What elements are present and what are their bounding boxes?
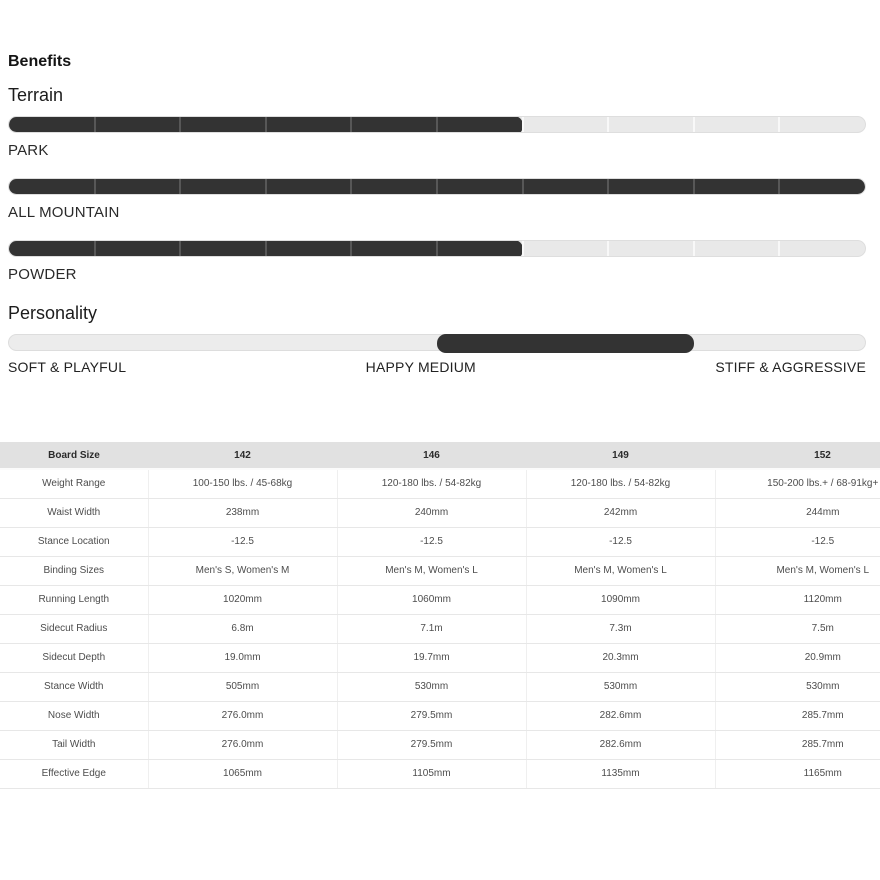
spec-row-label: Waist Width bbox=[0, 498, 148, 527]
spec-row-label: Sidecut Radius bbox=[0, 614, 148, 643]
spec-cell: 1120mm bbox=[715, 585, 880, 614]
personality-range-indicator bbox=[437, 334, 694, 353]
spec-table-row bbox=[0, 614, 880, 643]
park-bar-label: PARK bbox=[8, 142, 49, 159]
column-header-146: 146 bbox=[337, 442, 526, 469]
spec-cell: 1065mm bbox=[148, 759, 337, 788]
spec-cell: 242mm bbox=[526, 498, 715, 527]
column-header-149: 149 bbox=[526, 442, 715, 469]
spec-cell: 1135mm bbox=[526, 759, 715, 788]
spec-row-label: Tail Width bbox=[0, 730, 148, 759]
spec-cell: 7.3m bbox=[526, 614, 715, 643]
spec-cell: 150-200 lbs.+ / 68-91kg+ bbox=[715, 469, 880, 498]
spec-cell: 285.7mm bbox=[715, 730, 880, 759]
spec-cell: 282.6mm bbox=[526, 730, 715, 759]
spec-row-label: Weight Range bbox=[0, 469, 148, 498]
spec-cell: 1105mm bbox=[337, 759, 526, 788]
bar-segment-tick bbox=[607, 117, 609, 132]
bar-segment-tick bbox=[436, 179, 438, 194]
personality-label-stiff: STIFF & AGGRESSIVE bbox=[715, 359, 866, 375]
spec-cell: 276.0mm bbox=[148, 730, 337, 759]
park-rating-bar bbox=[8, 116, 866, 133]
terrain-bars bbox=[8, 116, 866, 284]
bar-segment-tick bbox=[179, 117, 181, 132]
bar-segment-tick bbox=[436, 241, 438, 256]
spec-table-row bbox=[0, 469, 880, 498]
spec-row-label: Nose Width bbox=[0, 701, 148, 730]
spec-table-row bbox=[0, 701, 880, 730]
spec-cell: 238mm bbox=[148, 498, 337, 527]
bar-segment-tick bbox=[778, 179, 780, 194]
spec-cell: 7.5m bbox=[715, 614, 880, 643]
spec-table-row bbox=[0, 556, 880, 585]
spec-table-body bbox=[0, 469, 880, 788]
column-header-board-size: Board Size bbox=[0, 442, 148, 469]
bar-segment-tick bbox=[179, 241, 181, 256]
spec-cell: 120-180 lbs. / 54-82kg bbox=[526, 469, 715, 498]
terrain-bar-all-mountain bbox=[8, 178, 866, 222]
spec-table-header bbox=[0, 442, 880, 469]
bar-segment-tick bbox=[693, 179, 695, 194]
column-header-152: 152 bbox=[715, 442, 880, 469]
terrain-heading: Terrain bbox=[8, 85, 64, 105]
bar-segment-tick bbox=[778, 117, 780, 132]
spec-cell: 1090mm bbox=[526, 585, 715, 614]
spec-cell: 19.7mm bbox=[337, 643, 526, 672]
bar-segment-tick bbox=[778, 241, 780, 256]
personality-labels bbox=[8, 359, 866, 376]
spec-cell: 279.5mm bbox=[337, 730, 526, 759]
all-mountain-rating-bar bbox=[8, 178, 866, 195]
spec-table-wrapper bbox=[0, 442, 880, 789]
spec-table-row bbox=[0, 527, 880, 556]
spec-cell: -12.5 bbox=[148, 527, 337, 556]
spec-row-label: Stance Location bbox=[0, 527, 148, 556]
spec-cell: 240mm bbox=[337, 498, 526, 527]
personality-scale bbox=[8, 334, 866, 376]
spec-cell: 1165mm bbox=[715, 759, 880, 788]
bar-segment-tick bbox=[350, 117, 352, 132]
spec-row-label: Stance Width bbox=[0, 672, 148, 701]
spec-cell: 20.3mm bbox=[526, 643, 715, 672]
bar-segment-tick bbox=[350, 179, 352, 194]
bar-segment-tick bbox=[693, 117, 695, 132]
spec-cell: Men's M, Women's L bbox=[526, 556, 715, 585]
powder-rating-bar bbox=[8, 240, 866, 257]
spec-cell: -12.5 bbox=[526, 527, 715, 556]
spec-cell: 505mm bbox=[148, 672, 337, 701]
all-mountain-bar-label: ALL MOUNTAIN bbox=[8, 204, 120, 221]
bar-segment-tick bbox=[522, 179, 524, 194]
spec-cell: 1020mm bbox=[148, 585, 337, 614]
spec-cell: 1060mm bbox=[337, 585, 526, 614]
spec-row-label: Effective Edge bbox=[0, 759, 148, 788]
terrain-bar-powder bbox=[8, 240, 866, 284]
spec-table-row bbox=[0, 498, 880, 527]
personality-label-soft: SOFT & PLAYFUL bbox=[8, 359, 127, 375]
spec-cell: Men's M, Women's L bbox=[715, 556, 880, 585]
terrain-bar-park bbox=[8, 116, 866, 160]
board-spec-table bbox=[0, 442, 880, 789]
bar-segment-tick bbox=[522, 117, 524, 132]
bar-segment-tick bbox=[522, 241, 524, 256]
spec-cell: 276.0mm bbox=[148, 701, 337, 730]
column-header-142: 142 bbox=[148, 442, 337, 469]
spec-cell: 282.6mm bbox=[526, 701, 715, 730]
bar-segment-tick bbox=[265, 117, 267, 132]
bar-segment-tick bbox=[94, 117, 96, 132]
spec-cell: 530mm bbox=[526, 672, 715, 701]
bar-segment-tick bbox=[265, 241, 267, 256]
spec-cell: 20.9mm bbox=[715, 643, 880, 672]
spec-cell: -12.5 bbox=[715, 527, 880, 556]
bar-segment-tick bbox=[693, 241, 695, 256]
spec-row-label: Binding Sizes bbox=[0, 556, 148, 585]
spec-cell: 120-180 lbs. / 54-82kg bbox=[337, 469, 526, 498]
spec-table-row bbox=[0, 643, 880, 672]
benefits-heading: Benefits bbox=[8, 53, 72, 70]
spec-cell: 6.8m bbox=[148, 614, 337, 643]
spec-cell: 530mm bbox=[715, 672, 880, 701]
bar-segment-tick bbox=[179, 179, 181, 194]
powder-bar-label: POWDER bbox=[8, 266, 77, 283]
spec-cell: 279.5mm bbox=[337, 701, 526, 730]
spec-table-row bbox=[0, 759, 880, 788]
spec-table-row bbox=[0, 730, 880, 759]
spec-cell: Men's M, Women's L bbox=[337, 556, 526, 585]
bar-segment-tick bbox=[607, 179, 609, 194]
spec-table-row bbox=[0, 672, 880, 701]
spec-cell: 244mm bbox=[715, 498, 880, 527]
personality-label-medium: HAPPY MEDIUM bbox=[365, 359, 476, 375]
bar-segment-tick bbox=[607, 241, 609, 256]
spec-cell: 19.0mm bbox=[148, 643, 337, 672]
spec-cell: 100-150 lbs. / 45-68kg bbox=[148, 469, 337, 498]
spec-row-label: Running Length bbox=[0, 585, 148, 614]
spec-cell: -12.5 bbox=[337, 527, 526, 556]
spec-row-label: Sidecut Depth bbox=[0, 643, 148, 672]
spec-header-row bbox=[0, 442, 880, 469]
spec-cell: Men's S, Women's M bbox=[148, 556, 337, 585]
personality-heading: Personality bbox=[8, 303, 98, 323]
bar-segment-tick bbox=[265, 179, 267, 194]
bar-segment-tick bbox=[94, 241, 96, 256]
personality-track bbox=[8, 334, 866, 351]
bar-segment-tick bbox=[350, 241, 352, 256]
bar-segment-tick bbox=[436, 117, 438, 132]
spec-table-row bbox=[0, 585, 880, 614]
spec-cell: 285.7mm bbox=[715, 701, 880, 730]
bar-segment-tick bbox=[94, 179, 96, 194]
product-specs-page bbox=[0, 0, 880, 376]
spec-cell: 7.1m bbox=[337, 614, 526, 643]
spec-cell: 530mm bbox=[337, 672, 526, 701]
